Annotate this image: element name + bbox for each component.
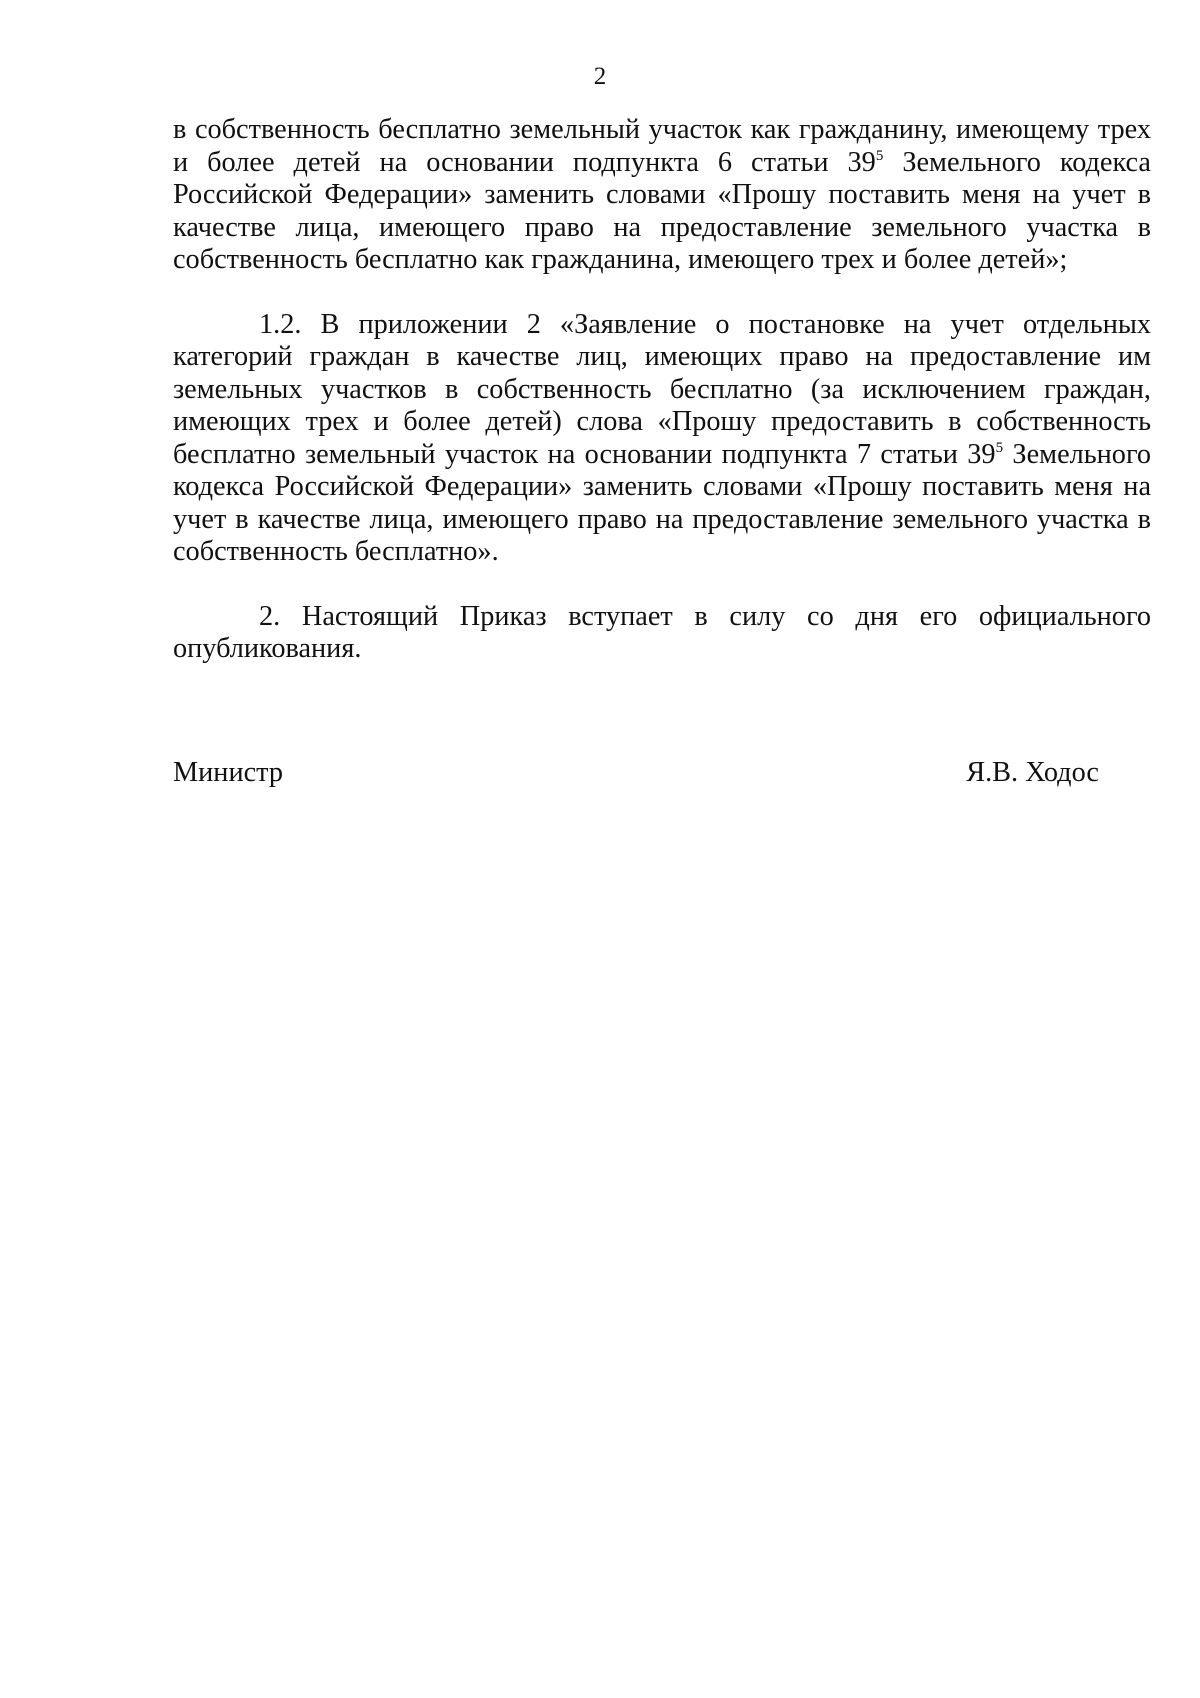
paragraph-1-2 bbox=[173, 309, 1151, 569]
article-superscript: 5 bbox=[995, 439, 1004, 456]
signatory-name: Я.В. Ходос bbox=[966, 757, 1099, 788]
article-superscript: 5 bbox=[875, 147, 884, 164]
paragraph-text: в собственность бесплатно земельный участок как гражданину, имеющему трех и более детей на основании подпункта 6 статьи 39 bbox=[173, 114, 1151, 178]
paragraph-text: 1.2. В приложении 2 «Заявление о постановке на учет отдельных категорий граждан в качестве лиц, имеющих право на предоставление им земельных участков в собственность бесплатно (за исключением граждан, имеющих трех и более детей) слова «Прошу предоставить в собственность бесплатно земельный участок на основании подпункта 7 статьи 39 bbox=[173, 308, 1151, 470]
paragraph-continuation bbox=[173, 114, 1151, 277]
paragraph-text: Земельного кодекса Российской Федерации» заменить словами «Прошу поставить меня на учет в качестве лица, имеющего право на предоставление земельного участка в собственность бесплатно». bbox=[173, 438, 1151, 567]
paragraph-2: 2. Настоящий Приказ вступает в силу со дня его официального опубликования. bbox=[173, 600, 1151, 664]
paragraph-text: Земельного кодекса Российской Федерации» заменить словами «Прошу поставить меня на учет в качестве лица, имеющего право на предоставление земельного участка в собственность бесплатно как гражданина, имеющего трех и более детей»; bbox=[173, 146, 1151, 275]
signatory-title: Министр bbox=[173, 757, 284, 788]
page-number: 2 bbox=[593, 63, 607, 90]
document-body bbox=[173, 114, 1151, 666]
